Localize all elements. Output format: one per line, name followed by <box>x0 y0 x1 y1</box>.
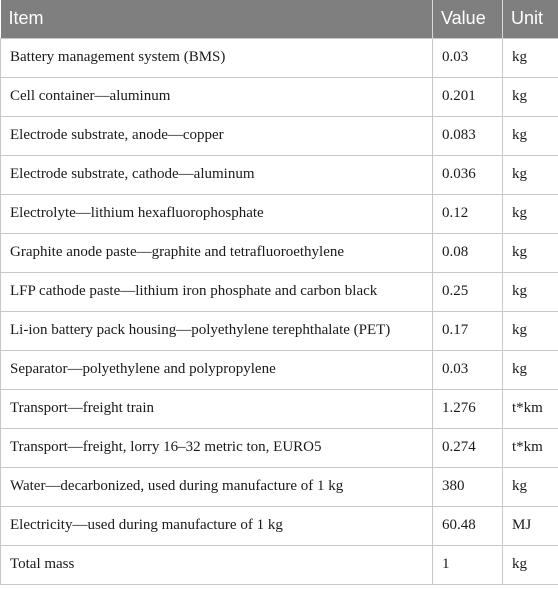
cell-unit: kg <box>503 272 558 311</box>
table-row <box>1 194 558 233</box>
table-body <box>1 38 558 584</box>
cell-value: 0.17 <box>433 311 503 350</box>
table-row <box>1 350 558 389</box>
cell-item: Transport—freight train <box>1 389 433 428</box>
cell-value: 0.03 <box>433 350 503 389</box>
table-row <box>1 38 558 77</box>
cell-unit: kg <box>503 116 558 155</box>
cell-unit: kg <box>503 77 558 116</box>
cell-unit: t*km <box>503 389 558 428</box>
table-row <box>1 116 558 155</box>
cell-item: Water—decarbonized, used during manufacture of 1 kg <box>1 467 433 506</box>
cell-unit: kg <box>503 350 558 389</box>
cell-item: Li-ion battery pack housing—polyethylene terephthalate (PET) <box>1 311 433 350</box>
cell-item: Electrolyte—lithium hexafluorophosphate <box>1 194 433 233</box>
table-row <box>1 467 558 506</box>
table-row <box>1 389 558 428</box>
cell-value: 0.083 <box>433 116 503 155</box>
cell-value: 0.25 <box>433 272 503 311</box>
cell-unit: kg <box>503 311 558 350</box>
header-row <box>1 0 558 38</box>
table-row <box>1 155 558 194</box>
header-unit: Unit <box>503 0 558 38</box>
cell-unit: kg <box>503 38 558 77</box>
cell-item: Cell container—aluminum <box>1 77 433 116</box>
cell-item: Graphite anode paste—graphite and tetrafluoroethylene <box>1 233 433 272</box>
cell-value: 0.12 <box>433 194 503 233</box>
cell-item: Transport—freight, lorry 16–32 metric ton, EURO5 <box>1 428 433 467</box>
cell-unit: kg <box>503 194 558 233</box>
cell-value: 0.274 <box>433 428 503 467</box>
cell-item: Electrode substrate, anode—copper <box>1 116 433 155</box>
cell-item: Total mass <box>1 545 433 584</box>
header-item: Item <box>1 0 433 38</box>
header-value: Value <box>433 0 503 38</box>
table-row <box>1 428 558 467</box>
cell-unit: kg <box>503 233 558 272</box>
cell-item: Electricity—used during manufacture of 1 kg <box>1 506 433 545</box>
table-row <box>1 545 558 584</box>
cell-value: 60.48 <box>433 506 503 545</box>
cell-item: LFP cathode paste—lithium iron phosphate and carbon black <box>1 272 433 311</box>
cell-value: 380 <box>433 467 503 506</box>
cell-value: 0.036 <box>433 155 503 194</box>
table-row <box>1 272 558 311</box>
cell-unit: MJ <box>503 506 558 545</box>
cell-item: Electrode substrate, cathode—aluminum <box>1 155 433 194</box>
cell-unit: kg <box>503 467 558 506</box>
table-header <box>1 0 558 38</box>
table-row <box>1 77 558 116</box>
table-row <box>1 233 558 272</box>
cell-value: 1 <box>433 545 503 584</box>
cell-value: 0.03 <box>433 38 503 77</box>
cell-value: 1.276 <box>433 389 503 428</box>
cell-item: Battery management system (BMS) <box>1 38 433 77</box>
cell-item: Separator—polyethylene and polypropylene <box>1 350 433 389</box>
cell-value: 0.08 <box>433 233 503 272</box>
table-row <box>1 311 558 350</box>
cell-unit: kg <box>503 155 558 194</box>
cell-unit: t*km <box>503 428 558 467</box>
cell-unit: kg <box>503 545 558 584</box>
cell-value: 0.201 <box>433 77 503 116</box>
table-row <box>1 506 558 545</box>
